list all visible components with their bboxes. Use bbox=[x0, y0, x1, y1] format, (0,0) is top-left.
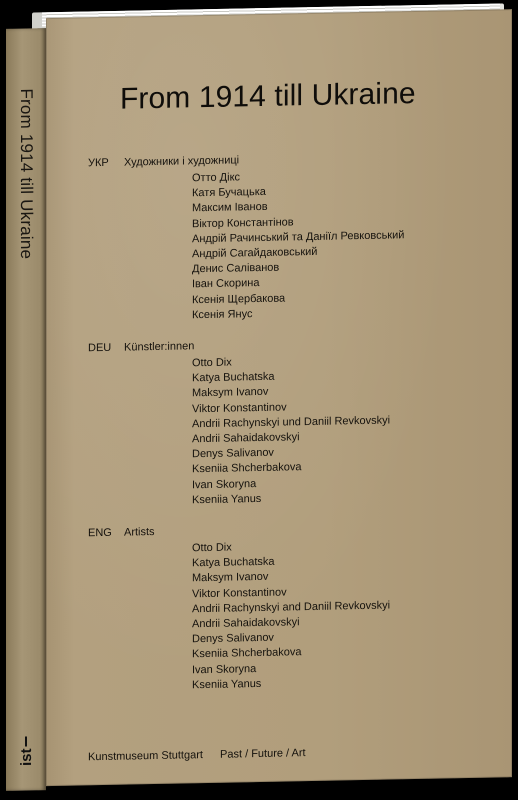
section-heading: Artists bbox=[124, 526, 155, 539]
artist-name: Andrii Sahaidakovskyi bbox=[192, 431, 300, 446]
artist-name: Otto Dix bbox=[192, 356, 232, 370]
artist-name: Максим Іванов bbox=[192, 201, 268, 215]
book bbox=[6, 9, 512, 787]
artist-name: Андрій Рачинський та Даніїл Ревковський bbox=[192, 229, 405, 246]
section-lang: DEU bbox=[88, 341, 112, 355]
artist-list bbox=[88, 537, 390, 695]
artist-name: Kseniia Shcherbakova bbox=[192, 646, 302, 661]
section-deu bbox=[88, 336, 390, 510]
artist-list bbox=[88, 167, 404, 325]
series-name: Past / Future / Art bbox=[220, 747, 306, 761]
artist-name: Отто Дікс bbox=[192, 171, 241, 185]
artist-name: Віктор Константінов bbox=[192, 215, 294, 230]
artist-name: Maksym Ivanov bbox=[192, 571, 269, 585]
artist-name: Ivan Skoryna bbox=[192, 662, 257, 676]
logo-bar-icon bbox=[25, 736, 27, 746]
artist-name: Viktor Konstantinov bbox=[192, 401, 287, 415]
section-heading: Künstler:innen bbox=[124, 340, 195, 354]
cover-footer bbox=[88, 747, 306, 763]
spine-logo bbox=[16, 736, 36, 766]
book-spine bbox=[6, 28, 46, 791]
artist-name: Ivan Skoryna bbox=[192, 477, 257, 491]
artist-name: Katya Buchatska bbox=[192, 555, 275, 570]
artist-name: Денис Салiванов bbox=[192, 261, 280, 276]
artist-name: Denys Salivanov bbox=[192, 631, 274, 646]
book-cover bbox=[46, 9, 512, 786]
section-lang: УКР bbox=[88, 156, 109, 170]
section-ukr bbox=[88, 151, 404, 325]
artist-name: Denys Salivanov bbox=[192, 446, 274, 461]
artist-name: Ксенія Янус bbox=[192, 307, 253, 322]
artist-name: Ксенія Щербакова bbox=[192, 292, 286, 306]
section-heading: Художники і художниці bbox=[124, 154, 240, 169]
artist-name: Катя Бучацька bbox=[192, 186, 266, 200]
artist-name: Maksym Ivanov bbox=[192, 386, 269, 400]
artist-name: Andrii Rachynskyi und Daniil Revkovskyi bbox=[192, 414, 391, 431]
spine-logo-text: ist bbox=[17, 748, 35, 767]
artist-name: Andrii Sahaidakovskyi bbox=[192, 616, 300, 631]
artist-name: Otto Dix bbox=[192, 541, 232, 555]
artist-name: Viktor Konstantinov bbox=[192, 586, 287, 600]
artist-list bbox=[88, 352, 390, 510]
publisher-name: Kunstmuseum Stuttgart bbox=[88, 749, 203, 764]
section-lang: ENG bbox=[88, 526, 112, 540]
artist-name: Іван Скорина bbox=[192, 277, 260, 291]
section-eng bbox=[88, 521, 390, 695]
spine-title: From 1914 till Ukraine bbox=[17, 88, 36, 260]
artist-name: Kseniia Yanus bbox=[192, 677, 262, 692]
artist-name: Kseniia Yanus bbox=[192, 492, 262, 507]
artist-name: Kseniia Shcherbakova bbox=[192, 461, 302, 476]
artist-name: Андрій Сагайдаковський bbox=[192, 245, 318, 261]
artist-name: Andrii Rachynskyi and Daniil Revkovskyi bbox=[192, 599, 391, 616]
artist-name: Katya Buchatska bbox=[192, 370, 275, 385]
cover-title: From 1914 till Ukraine bbox=[120, 76, 416, 116]
